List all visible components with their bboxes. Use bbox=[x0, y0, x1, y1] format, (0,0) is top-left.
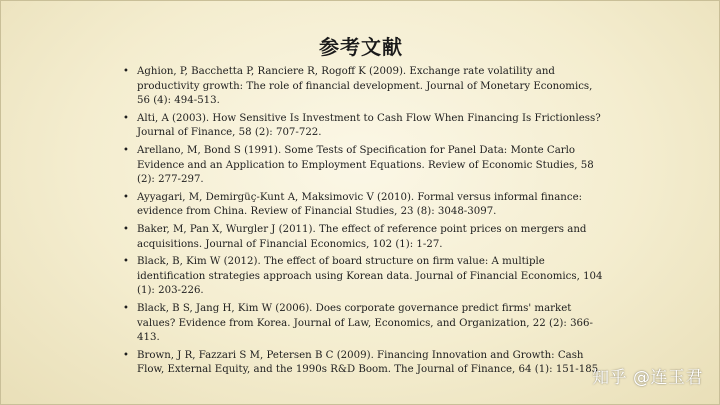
bullet-icon: • bbox=[123, 66, 129, 77]
bullet-icon: • bbox=[123, 256, 129, 268]
bullet-icon: • bbox=[123, 349, 129, 361]
reference-text: Black, B, Kim W (2012). The effect of board structure on firm value: A multiple identification strategies approach using Korean data. Journal of Financial Economics, 104 (1): 203-226. bbox=[137, 256, 603, 297]
reference-item bbox=[123, 302, 607, 346]
bullet-icon: • bbox=[123, 112, 129, 124]
reference-text: Alti, A (2003). How Sensitive Is Investment to Cash Flow When Financing Is Frictionless? Journal of Finance, 58 (2): 707-722. bbox=[137, 112, 601, 139]
reference-text: Black, B S, Jang H, Kim W (2006). Does corporate governance predict firms' market values? Evidence from Korea. Journal of Law, Economics, and Organization, 22 (2): 366-413. bbox=[137, 302, 593, 344]
bullet-icon: • bbox=[123, 223, 129, 235]
reference-text: Aghion, P, Bacchetta P, Ranciere R, Rogoff K (2009). Exchange rate volatility and productivity growth: The role of financial development. Journal of Monetary Economics, 56 (4): 494-513. bbox=[137, 66, 593, 107]
bullet-icon: • bbox=[123, 302, 129, 314]
reference-text: Arellano, M, Bond S (1991). Some Tests of Specification for Panel Data: Monte Carlo Evidence and an Application to Employment Equations. Review of Economic Studies, 58 (2): 277-297. bbox=[137, 144, 594, 186]
reference-item bbox=[123, 112, 607, 141]
bullet-icon: • bbox=[123, 191, 129, 203]
reference-item bbox=[123, 191, 607, 220]
bullet-icon: • bbox=[123, 144, 129, 156]
reference-item bbox=[123, 65, 607, 109]
slide-title: 参考文献 bbox=[319, 35, 403, 59]
reference-item bbox=[123, 223, 607, 252]
reference-text: Ayyagari, M, Demirgüç-Kunt A, Maksimovic V (2010). Formal versus informal finance: evidence from China. Review of Financial Studies, 23 (8): 3048-3097. bbox=[137, 191, 583, 218]
reference-item bbox=[123, 144, 607, 188]
reference-list bbox=[123, 65, 607, 381]
reference-text: Baker, M, Pan X, Wurgler J (2011). The effect of reference point prices on mergers and acquisitions. Journal of Financial Economics, 102 (1): 1-27. bbox=[137, 223, 587, 250]
reference-item bbox=[123, 349, 607, 378]
reference-text: Brown, J R, Fazzari S M, Petersen B C (2009). Financing Innovation and Growth: Cash Flow, External Equity, and the 1990s R&D Boom. The Journal of Finance, 64 (1): 151-185. bbox=[137, 349, 602, 376]
watermark: 知乎 @连玉君 bbox=[592, 368, 703, 388]
reference-item bbox=[123, 255, 607, 299]
